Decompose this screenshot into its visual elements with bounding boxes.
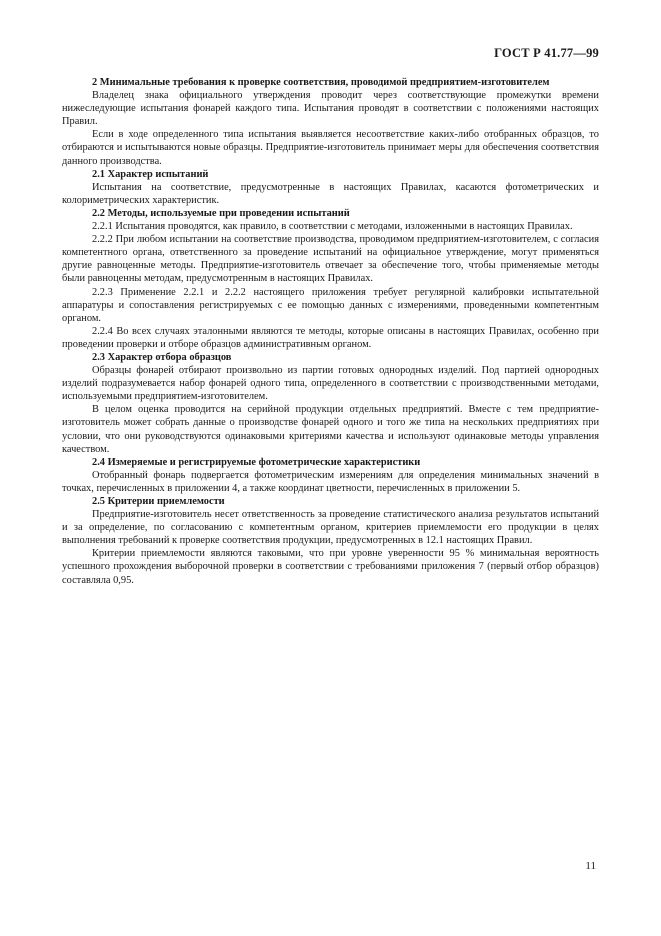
paragraph: Образцы фонарей отбирают произвольно из партии готовых однородных изделий. Под партией однородных изделий подразумевается набор фонарей одного типа, определенного в соответствии с производственными методами, используемыми предприятием-изготовителем. xyxy=(62,365,599,403)
paragraph: 2.2.3 Применение 2.2.1 и 2.2.2 настоящего приложения требует регулярной калибровки испытательной аппаратуры и сопоставления регистрируемых с ее помощью данных с измерениями, проведенными компетентным органом. xyxy=(62,286,599,324)
paragraph: Предприятие-изготовитель несет ответственность за проведение статистического анализа результатов испытаний и за определение, по согласованию с компетентным органом, критериев приемлемости его продукции в целях выполнения требований к проверке соответствия продукции, предусмотренных в 12.1 настоящих Правил. xyxy=(62,509,599,547)
section-heading: 2 Минимальные требования к проверке соответствия, проводимой предприятием-изготовителем xyxy=(92,77,550,88)
paragraph: Отобранный фонарь подвергается фотометрическим измерениям для определения минимальных значений в точках, перечисленных в приложении 4, а также координат цветности, перечисленных в приложении 5. xyxy=(62,469,599,494)
subsection-heading: 2.5 Критерии приемлемости xyxy=(92,496,225,507)
subsection-heading: 2.3 Характер отбора образцов xyxy=(92,351,232,363)
document-code: ГОСТ Р 41.77—99 xyxy=(494,46,599,60)
paragraph: 2.2.2 При любом испытании на соответствие производства, проводимом предприятием-изготовителем, с согласия компетентного органа, ответственного за проведение испытаний на официальное утверждение, могут применяться другие равноценные методы. Предприятие-изготовитель отвечает за обеспечение того, чтобы применяемые методы были равноценны методам, предусмотренным в настоящих Правилах. xyxy=(62,234,599,285)
page-number: 11 xyxy=(585,860,596,872)
subsection-heading: 2.1 Характер испытаний xyxy=(92,168,209,180)
paragraph: Критерии приемлемости являются таковыми, что при уровне уверенности 95 % минимальная вероятность успешного прохождения выборочной проверки в соответствии с требованиями приложения 7 (первый отбор образцов) составляла 0,95. xyxy=(62,548,599,586)
paragraph: 2.2.1 Испытания проводятся, как правило, в соответствии с методами, изложенными в настоящих Правилах. xyxy=(92,221,573,233)
paragraph: 2.2.4 Во всех случаях эталонными являются те методы, которые описаны в настоящих Правилах, особенно при проведении проверки и отборе образцов административным органом. xyxy=(62,325,599,350)
subsection-heading: 2.2 Методы, используемые при проведении испытаний xyxy=(92,207,350,219)
subsection-heading: 2.4 Измеряемые и регистрируемые фотометрические характеристики xyxy=(92,456,421,468)
paragraph: Если в ходе определенного типа испытания выявляется несоответствие каких-либо отобранных образцов, то отбираются и испытываются новые образцы. Предприятие-изготовитель принимает меры для обеспечения соответствия данного производства. xyxy=(62,129,599,167)
paragraph: В целом оценка проводится на серийной продукции отдельных предприятий. Вместе с тем предприятие-изготовитель может собрать данные о производстве фонарей одного и того же типа на нескольких предприятиях при условии, что они руководствуются одинаковыми критериями качества и используют одинаковые методы управления качеством. xyxy=(62,404,599,455)
paragraph: Владелец знака официального утверждения проводит через соответствующие промежутки времени нижеследующие испытания фонарей каждого типа. Испытания проводят в соответствии с положениями настоящих Правил. xyxy=(62,90,599,128)
document-body xyxy=(62,76,599,587)
paragraph: Испытания на соответствие, предусмотренные в настоящих Правилах, касаются фотометрических и колориметрических характеристик. xyxy=(62,181,599,206)
